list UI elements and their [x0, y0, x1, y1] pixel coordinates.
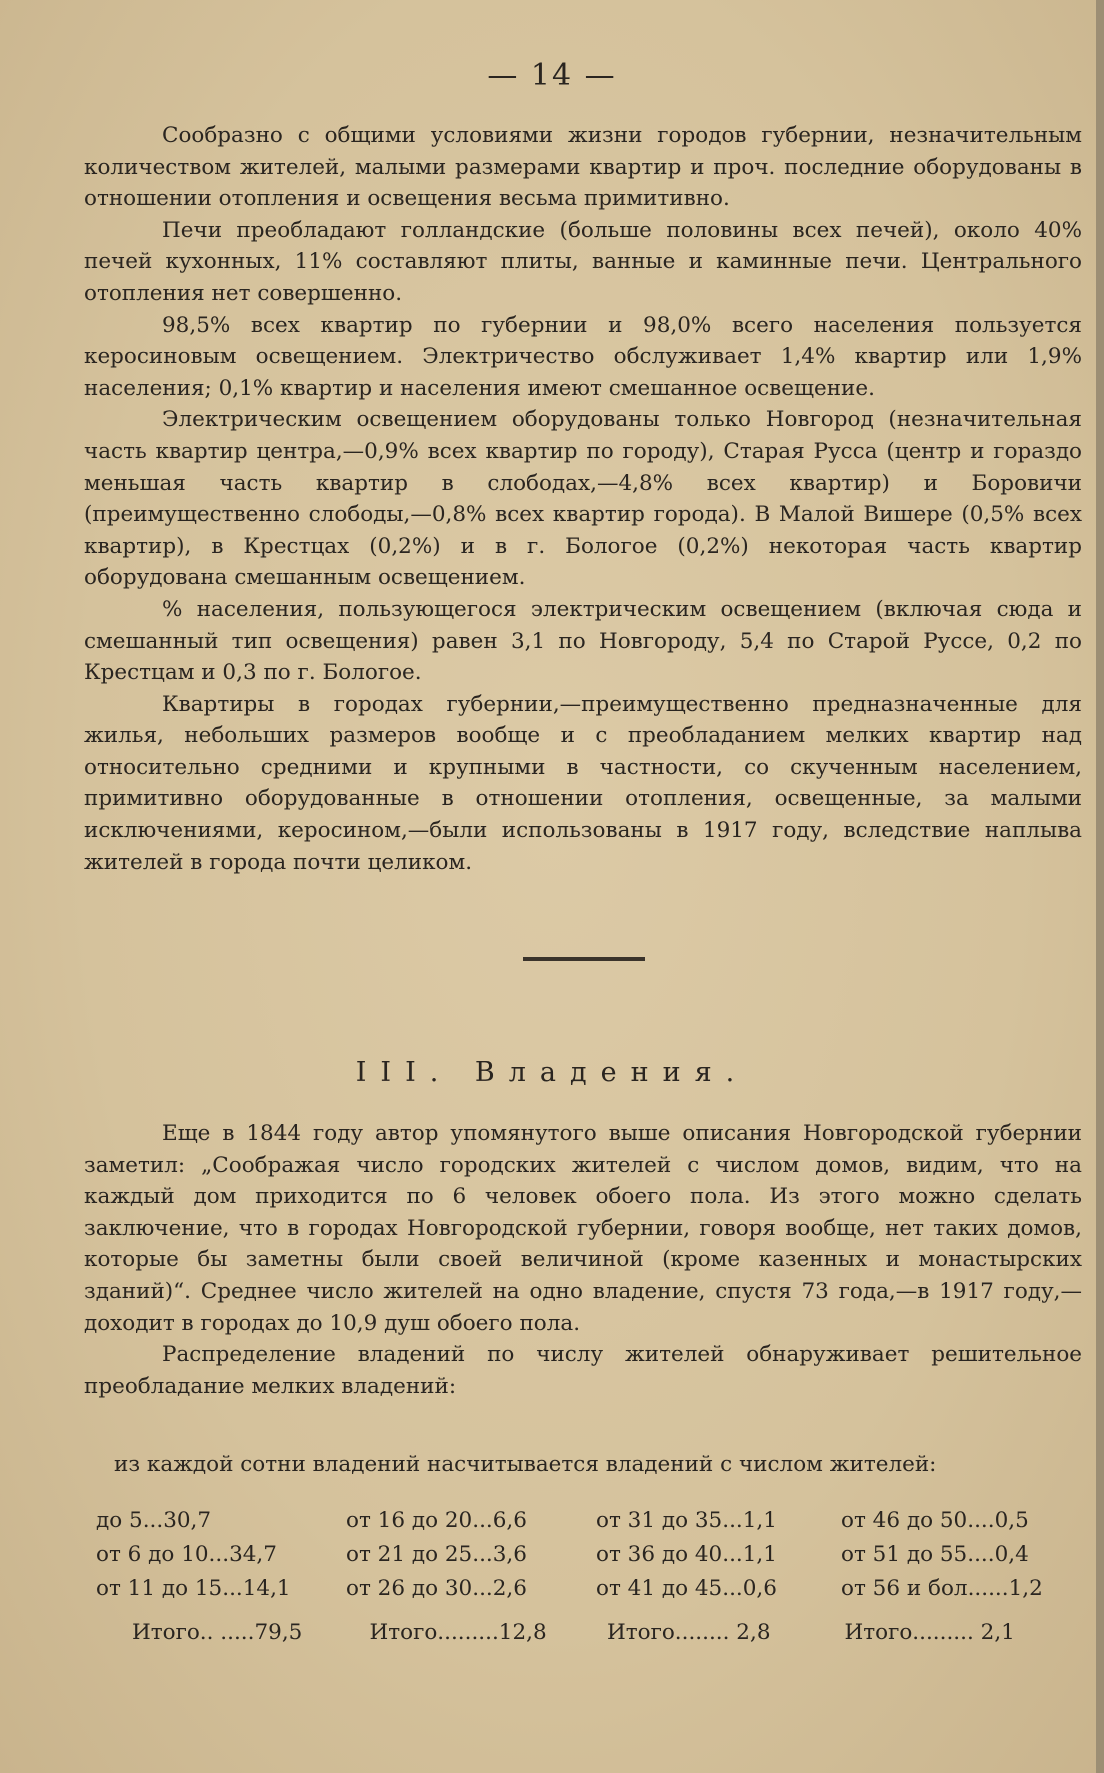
total-value: Итого......... 2,1: [844, 1620, 1015, 1645]
table-cell: до 5...30,7: [96, 1507, 212, 1533]
table-cell: от 41 до 45...0,6: [596, 1575, 777, 1601]
table-cell: от 36 до 40...1,1: [596, 1541, 777, 1567]
paragraph: Распределение владений по числу жителей обнаруживает решительное преобладание мелких владений:: [84, 1342, 1082, 1399]
page-number: — 14 —: [487, 58, 617, 93]
distribution-table: [96, 1505, 1076, 1607]
table-cell: от 26 до 30...2,6: [346, 1575, 527, 1601]
table-cell: от 21 до 25...3,6: [346, 1541, 527, 1567]
totals-row: [132, 1620, 1082, 1645]
paragraph: Электрическим освещением оборудованы только Новгород (незначительная часть квартир центра,—0,9% всех квартир по городу), Старая Русса (центр и гораздо меньшая часть квартир в слободах,—4,8% всех квартир) и Боровичи (преимущественно слободы,—0,8% всех квартир города). В Малой Вишере (0,5% всех квартир), в Крестцах (0,2%) и в г. Бологое (0,2%) некоторая часть квартир оборудована смешанным освещением.: [84, 407, 1082, 591]
table-cell: от 11 до 15...14,1: [96, 1575, 291, 1601]
paragraph: % населения, пользующегося электрическим освещением (включая сюда и смешанный тип освещения) равен 3,1 по Новгороду, 5,4 по Старой Руссе, 0,2 по Крестцам и 0,3 по г. Бологое.: [84, 596, 1082, 686]
section-heading: III. Владения.: [355, 1057, 749, 1088]
section-divider: [523, 957, 645, 961]
paragraph: 98,5% всех квартир по губернии и 98,0% всего населения пользуется керосиновым освещением. Электричество обслуживает 1,4% квартир или 1,9% населения; 0,1% квартир и населения имеют смешанное освещение.: [84, 312, 1082, 401]
housing-equipment-section: [84, 120, 1082, 878]
paragraph: Еще в 1844 году автор упомянутого выше описания Новгородской губернии заметил: „Соображая число городских жителей с числом домов, видим, что на каждый дом приходится по 6 человек обоего пола. Из этого можно сделать заключение, что в городах Новгородской губернии, говоря вообще, нет таких домов, которые бы заметны были своей величиной (кроме казенных и монастырских зданий)“. Среднее число жителей на одно владение, спустя 73 года,—в 1917 году,—доходит в городах до 10,9 душ обоего пола.: [84, 1121, 1082, 1336]
total-value: Итого.........12,8: [369, 1620, 547, 1645]
table-row: [96, 1573, 1076, 1607]
table-cell: от 6 до 10...34,7: [96, 1541, 277, 1567]
table-cell: от 51 до 55....0,4: [841, 1541, 1029, 1567]
table-cell: от 16 до 20...6,6: [346, 1507, 527, 1533]
table-cell: от 46 до 50....0,5: [841, 1507, 1029, 1533]
table-cell: от 56 и бол......1,2: [841, 1575, 1043, 1601]
table-caption: из каждой сотни владений насчитывается владений с числом жителей:: [114, 1452, 937, 1477]
paragraph: Сообразно с общими условиями жизни городов губернии, незначительным количеством жителей, малыми размерами квартир и проч. последние оборудованы в отношении отопления и освещения весьма примитивно.: [84, 123, 1082, 212]
paragraph: Печи преобладают голландские (больше половины всех печей), около 40% печей кухонных, 11% составляют плиты, ванные и каминные печи. Центрального отопления нет совершенно.: [84, 217, 1082, 306]
table-row: [96, 1505, 1076, 1539]
table-row: [96, 1539, 1076, 1573]
holdings-section: [84, 1118, 1082, 1402]
table-cell: от 31 до 35...1,1: [596, 1507, 777, 1533]
total-value: Итого.. .....79,5: [132, 1620, 303, 1645]
paragraph: Квартиры в городах губернии,—преимущественно предназначенные для жилья, небольших размеров вообще и с преобладанием мелких квартир над относительно средними и крупными в частности, со скученным населением, примитивно оборудованные в отношении отопления, освещенные, за малыми исключениями, керосином,—были использованы в 1917 году, вследствие наплыва жителей в города почти целиком.: [84, 691, 1082, 875]
total-value: Итого........ 2,8: [607, 1620, 771, 1645]
